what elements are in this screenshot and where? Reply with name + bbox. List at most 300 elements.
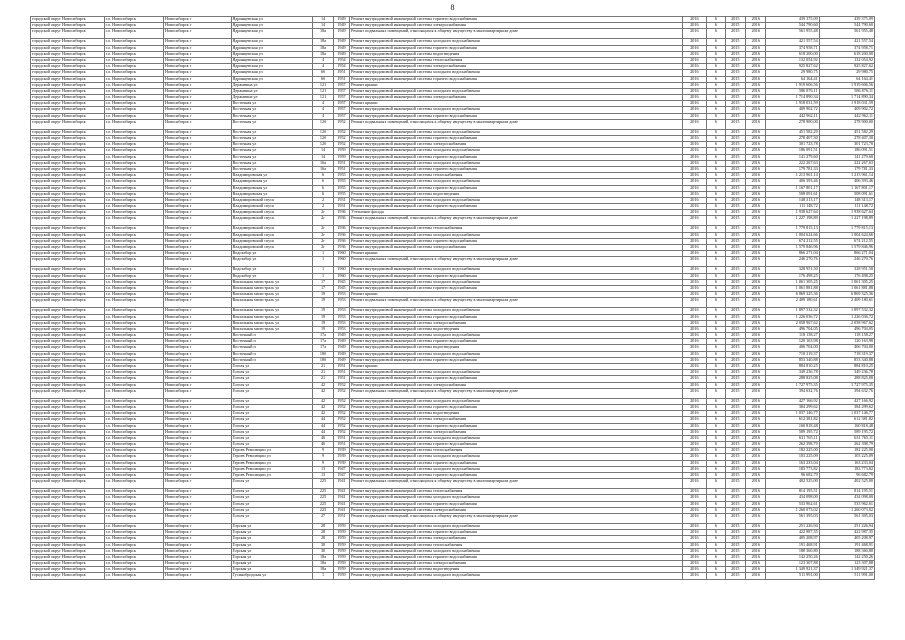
table-cell: 2016 bbox=[682, 473, 707, 479]
table-cell: городской округ Новосибирск bbox=[31, 292, 105, 298]
table-cell: 44 bbox=[313, 417, 333, 423]
table-cell: 222 267,63 bbox=[766, 160, 819, 166]
table-cell: 12б bbox=[313, 142, 333, 148]
table-cell: городской округ Новосибирск bbox=[31, 573, 105, 579]
table-cell: Ремонт внутридомовой инженерной системы электроснабжения bbox=[350, 417, 682, 423]
table-cell: Ремонт внутридомовой инженерной системы водоотведения bbox=[350, 567, 682, 573]
table-cell: Новосибирск г bbox=[163, 179, 231, 185]
table-cell: городской округ Новосибирск bbox=[31, 466, 105, 472]
table-cell: 544 790,60 bbox=[819, 23, 874, 29]
table-cell: 1955 bbox=[333, 173, 349, 179]
table-cell: Ремонт внутридомовой инженерной системы холодного водоснабжения bbox=[350, 107, 682, 113]
table-cell: Новосибирск г bbox=[163, 51, 231, 57]
table-cell: Вокзальная магистраль ул bbox=[231, 279, 313, 285]
table-cell: 2015 bbox=[725, 473, 745, 479]
table-cell: городской округ Новосибирск bbox=[31, 179, 105, 185]
table-cell: 2016 bbox=[682, 191, 707, 197]
table-cell: 2016 bbox=[746, 454, 766, 460]
table-cell: Новосибирск г bbox=[163, 507, 231, 513]
table-cell: г.о. Новосибирск bbox=[104, 364, 163, 370]
table-cell: г.о. Новосибирск bbox=[104, 216, 163, 226]
table-cell: Гоголя ул bbox=[231, 435, 313, 441]
table-cell: 2015 bbox=[725, 382, 745, 388]
table-cell: г.о. Новосибирск bbox=[104, 501, 163, 507]
table-cell: Горская ул bbox=[231, 542, 313, 548]
table-cell: 2016 bbox=[746, 466, 766, 472]
table-cell: г.о. Новосибирск bbox=[104, 404, 163, 410]
table-cell: 2016 bbox=[746, 460, 766, 466]
table-cell: 2г bbox=[313, 238, 333, 244]
table-cell: г.о. Новосибирск bbox=[104, 160, 163, 166]
table-cell: Владимировский спуск bbox=[231, 210, 313, 216]
table-cell: 2016 bbox=[746, 417, 766, 423]
table-cell: 17 bbox=[313, 279, 333, 285]
table-cell: 2015 bbox=[725, 357, 745, 363]
table-cell: 2015 bbox=[725, 64, 745, 70]
table-cell: 6 bbox=[707, 179, 725, 185]
table-cell: 1955 bbox=[333, 179, 349, 185]
table-cell: 2015 bbox=[725, 573, 745, 579]
table-cell: 2016 bbox=[682, 382, 707, 388]
table-cell: Героев Революции ул bbox=[231, 460, 313, 466]
table-cell: 1959 bbox=[333, 548, 349, 554]
table-cell: Ремонт внутридомовой инженерной системы горячего водоснабжения bbox=[350, 357, 682, 363]
table-cell: 262 398,79 bbox=[819, 442, 874, 448]
table-cell: 6 bbox=[707, 216, 725, 226]
table-cell: 2016 bbox=[682, 101, 707, 107]
table-cell: 120 163,98 bbox=[819, 339, 874, 345]
table-cell: 2015 bbox=[725, 298, 745, 308]
table-cell: 183 773,82 bbox=[819, 466, 874, 472]
table-cell: Новосибирск г bbox=[163, 473, 231, 479]
table-cell: 2016 bbox=[682, 466, 707, 472]
table-cell: Ядринцевская ул bbox=[231, 57, 313, 63]
table-cell: городской округ Новосибирск bbox=[31, 113, 105, 119]
table-cell: 2015 bbox=[725, 82, 745, 88]
table-cell: 6 869 325,36 bbox=[766, 292, 819, 298]
table-cell: 2015 bbox=[725, 398, 745, 404]
table-cell: Новосибирск г bbox=[163, 148, 231, 154]
table-cell: 561 395,03 bbox=[819, 513, 874, 523]
table-cell: Ремонт внутридомовой инженерной системы холодного водоснабжения bbox=[350, 523, 682, 529]
table-cell: 1957 bbox=[333, 107, 349, 113]
table-cell: 148 313,17 bbox=[766, 197, 819, 203]
table-cell: 2г bbox=[313, 210, 333, 216]
table-cell: 2016 bbox=[746, 160, 766, 166]
table-cell: городской округ Новосибирск bbox=[31, 435, 105, 441]
table-cell: 2016 bbox=[682, 113, 707, 119]
table-cell: городской округ Новосибирск bbox=[31, 148, 105, 154]
table-cell: Ремонт внутридомовой инженерной системы горячего водоснабжения bbox=[350, 442, 682, 448]
table-row bbox=[31, 257, 875, 267]
table-cell: 16а bbox=[313, 166, 333, 172]
table-cell: Ремонт внутридомовой инженерной системы электроснабжения bbox=[350, 23, 682, 29]
table-cell: Новосибирск г bbox=[163, 398, 231, 404]
table-cell: 18б bbox=[313, 357, 333, 363]
table-row bbox=[31, 298, 875, 308]
table-cell: 121 bbox=[313, 88, 333, 94]
table-cell: 2015 bbox=[725, 507, 745, 513]
table-cell: 2016 bbox=[682, 179, 707, 185]
table-cell: 2015 bbox=[725, 29, 745, 39]
table-cell: 2015 bbox=[725, 345, 745, 351]
table-cell: 533 962,61 bbox=[819, 501, 874, 507]
table-cell: Новосибирск г bbox=[163, 29, 231, 39]
table-cell: г.о. Новосибирск bbox=[104, 245, 163, 251]
table-cell: Ремонт внутридомовой инженерной системы водоотведения bbox=[350, 411, 682, 417]
table-cell: городской округ Новосибирск bbox=[31, 542, 105, 548]
table-cell: 2015 bbox=[725, 17, 745, 23]
table-cell: 1 167 801,17 bbox=[819, 185, 874, 191]
table-cell: 2016 bbox=[746, 173, 766, 179]
table-cell: 1931 bbox=[333, 197, 349, 203]
table-cell: городской округ Новосибирск bbox=[31, 398, 105, 404]
table-cell: г.о. Новосибирск bbox=[104, 191, 163, 197]
table-cell: 6 bbox=[313, 185, 333, 191]
table-cell: 6 bbox=[707, 429, 725, 435]
table-cell: Новосибирск г bbox=[163, 119, 231, 129]
table-cell: 612 381,82 bbox=[766, 417, 819, 423]
table-cell: 6 bbox=[707, 308, 725, 314]
table-cell: 17а bbox=[313, 339, 333, 345]
table-cell: 18а bbox=[313, 45, 333, 51]
table-cell: Ремонт внутридомовой инженерной системы холодного водоснабжения bbox=[350, 573, 682, 579]
table-cell: Новосибирск г bbox=[163, 166, 231, 172]
table-cell: 1 779 815,13 bbox=[819, 226, 874, 232]
table-cell: 853 340,88 bbox=[766, 357, 819, 363]
table-cell: Восточная ул bbox=[231, 160, 313, 166]
table-cell: Гоголя ул bbox=[231, 417, 313, 423]
table-cell: г.о. Новосибирск bbox=[104, 197, 163, 203]
table-cell: Ремонт внутридомовой инженерной системы холодного водоснабжения bbox=[350, 70, 682, 76]
repair-program-table bbox=[30, 16, 875, 580]
table-cell: 2015 bbox=[725, 226, 745, 232]
table-cell: г.о. Новосибирск bbox=[104, 513, 163, 523]
table-cell: 718 319,37 bbox=[819, 351, 874, 357]
table-cell: 1936 bbox=[333, 216, 349, 226]
table-cell: 1959 bbox=[333, 542, 349, 548]
table-cell: 251 226,94 bbox=[819, 523, 874, 529]
table-cell: Восточная ул bbox=[231, 107, 313, 113]
table-cell: Гоголя ул bbox=[231, 388, 313, 398]
table-cell: Гусинобродская ул bbox=[231, 573, 313, 579]
table-cell: 2016 bbox=[746, 179, 766, 185]
table-cell: 1 213 961,14 bbox=[819, 173, 874, 179]
table-cell: 2016 bbox=[682, 326, 707, 332]
table-cell: Вокзальная магистраль ул bbox=[231, 308, 313, 314]
table-cell: 30 bbox=[313, 548, 333, 554]
table-cell: 6 bbox=[707, 76, 725, 82]
table-cell: Новосибирск г bbox=[163, 454, 231, 460]
table-cell: Ремонт внутридомовой инженерной системы холодного водоснабжения bbox=[350, 148, 682, 154]
table-cell: 2016 bbox=[746, 308, 766, 314]
table-cell: 1 579 846,96 bbox=[766, 245, 819, 251]
table-cell: 27 bbox=[313, 513, 333, 523]
table-cell: 2016 bbox=[746, 267, 766, 273]
table-cell: 6 bbox=[707, 513, 725, 523]
table-cell: Новосибирск г bbox=[163, 370, 231, 376]
table-cell: 1955 bbox=[333, 191, 349, 197]
table-cell: 2016 bbox=[682, 339, 707, 345]
table-cell: городской округ Новосибирск bbox=[31, 267, 105, 273]
table-cell: 1960 bbox=[333, 251, 349, 257]
table-cell: Ремонт внутридомовой инженерной системы холодного водоснабжения bbox=[350, 548, 682, 554]
table-cell: 44 bbox=[313, 429, 333, 435]
table-cell: г.о. Новосибирск bbox=[104, 554, 163, 560]
table-cell: 2015 bbox=[725, 57, 745, 63]
table-cell: Ремонт внутридомовой инженерной системы горячего водоснабжения bbox=[350, 45, 682, 51]
table-cell: 6 bbox=[707, 101, 725, 107]
table-cell: 6б bbox=[313, 76, 333, 82]
table-cell: 4 bbox=[313, 101, 333, 107]
table-cell: городской округ Новосибирск bbox=[31, 142, 105, 148]
table-cell: 561 955,48 bbox=[766, 29, 819, 39]
table-cell: Восточная ул bbox=[231, 113, 313, 119]
table-cell: 1 004 624,66 bbox=[819, 232, 874, 238]
table-cell: Ремонт внутридомовой инженерной системы горячего водоснабжения bbox=[350, 460, 682, 466]
table-cell: 2г bbox=[313, 245, 333, 251]
table-cell: 2015 bbox=[725, 513, 745, 523]
table-cell: Новосибирск г bbox=[163, 542, 231, 548]
table-cell: 2015 bbox=[725, 326, 745, 332]
table-cell: 2016 bbox=[682, 314, 707, 320]
table-cell: Ремонт внутридомовой инженерной системы электроснабжения bbox=[350, 429, 682, 435]
table-cell: городской округ Новосибирск bbox=[31, 473, 105, 479]
table-cell: Новосибирск г bbox=[163, 351, 231, 357]
table-cell: 6 bbox=[707, 23, 725, 29]
table-cell: Новосибирск г bbox=[163, 567, 231, 573]
table-cell: Новосибирск г bbox=[163, 495, 231, 501]
table-cell: Ядринцевская ул bbox=[231, 29, 313, 39]
table-cell: 42 bbox=[313, 388, 333, 398]
table-cell: 2016 bbox=[682, 448, 707, 454]
table-cell: Ремонт внутридомовой инженерной системы электроснабжения bbox=[350, 382, 682, 388]
table-cell: 853 340,88 bbox=[819, 357, 874, 363]
table-cell: Державина ул bbox=[231, 82, 313, 88]
table-cell: городской округ Новосибирск bbox=[31, 107, 105, 113]
table-cell: 586 876,11 bbox=[819, 88, 874, 94]
table-cell: городской округ Новосибирск bbox=[31, 495, 105, 501]
table-cell: 2015 bbox=[725, 567, 745, 573]
table-cell: г.о. Новосибирск bbox=[104, 345, 163, 351]
table-cell: Новосибирск г bbox=[163, 57, 231, 63]
table-cell: 2016 bbox=[746, 561, 766, 567]
table-cell: 2016 bbox=[682, 251, 707, 257]
table-cell: 64 164,41 bbox=[819, 76, 874, 82]
table-cell: 44 bbox=[313, 423, 333, 429]
table-cell: 132 054,92 bbox=[819, 57, 874, 63]
table-cell: Новосибирск г bbox=[163, 429, 231, 435]
table-cell: 2016 bbox=[746, 245, 766, 251]
table-cell: 2016 bbox=[682, 298, 707, 308]
table-cell: 1953 bbox=[333, 326, 349, 332]
table-cell: 225 bbox=[313, 495, 333, 501]
table-cell: 2016 bbox=[746, 166, 766, 172]
table-cell: 2015 bbox=[725, 136, 745, 142]
table-cell: 2016 bbox=[746, 333, 766, 339]
table-cell: 121 bbox=[313, 82, 333, 88]
table-cell: 2015 bbox=[725, 119, 745, 129]
table-cell: 1952 bbox=[333, 129, 349, 135]
table-cell: 2016 bbox=[682, 185, 707, 191]
table-cell: Ремонт внутридомовой инженерной системы холодного водоснабжения bbox=[350, 308, 682, 314]
table-cell: 12б bbox=[313, 129, 333, 135]
table-cell: 64 164,41 bbox=[766, 76, 819, 82]
table-cell: 2015 bbox=[725, 129, 745, 135]
table-cell: 1 061 881,88 bbox=[766, 285, 819, 291]
table-cell: 6 bbox=[707, 448, 725, 454]
table-cell: городской округ Новосибирск bbox=[31, 166, 105, 172]
table-cell: Новосибирск г bbox=[163, 501, 231, 507]
table-cell: городской округ Новосибирск bbox=[31, 76, 105, 82]
table-cell: 191 468,91 bbox=[819, 542, 874, 548]
table-cell: 2016 bbox=[746, 567, 766, 573]
table-cell: 451 582,29 bbox=[819, 129, 874, 135]
table-cell: 14 bbox=[313, 17, 333, 23]
table-cell: г.о. Новосибирск bbox=[104, 530, 163, 536]
table-cell: 1 918 031,59 bbox=[766, 101, 819, 107]
table-cell: городской округ Новосибирск bbox=[31, 45, 105, 51]
table-cell: 2016 bbox=[682, 273, 707, 279]
table-cell: 2016 bbox=[682, 388, 707, 398]
table-cell: 2г bbox=[313, 216, 333, 226]
table-cell: 1 227 198,89 bbox=[819, 216, 874, 226]
table-cell: 2016 bbox=[746, 136, 766, 142]
table-cell: 18а bbox=[313, 51, 333, 57]
table-cell: 1931 bbox=[333, 204, 349, 210]
table-cell: г.о. Новосибирск bbox=[104, 23, 163, 29]
table-cell: 2016 bbox=[746, 495, 766, 501]
table-cell: 1953 bbox=[333, 292, 349, 298]
table-cell: городской округ Новосибирск bbox=[31, 23, 105, 29]
table-cell: г.о. Новосибирск bbox=[104, 376, 163, 382]
table-cell: 2016 bbox=[682, 513, 707, 523]
page-number: 8 bbox=[450, 3, 455, 12]
table-cell: 409 902,72 bbox=[766, 107, 819, 113]
table-cell: 6 bbox=[707, 113, 725, 119]
table-cell: 19 bbox=[313, 314, 333, 320]
table-cell: 2015 bbox=[725, 70, 745, 76]
table-cell: 1 213 961,14 bbox=[766, 173, 819, 179]
table-cell: Новосибирск г bbox=[163, 82, 231, 88]
table-cell: 1939 bbox=[333, 454, 349, 460]
table-cell: 1939 bbox=[333, 460, 349, 466]
table-cell: Ремонт подвальных помещений, относящихся к общему имуществу в многоквартирном доме bbox=[350, 479, 682, 489]
table-cell: 2016 bbox=[682, 154, 707, 160]
table-cell: 394 632,76 bbox=[819, 388, 874, 398]
table-cell: 2015 bbox=[725, 257, 745, 267]
table-cell: городской округ Новосибирск bbox=[31, 501, 105, 507]
table-cell: Владимировская ул bbox=[231, 191, 313, 197]
table-row bbox=[31, 513, 875, 523]
table-cell: 1951 bbox=[333, 513, 349, 523]
table-cell: 2016 bbox=[746, 191, 766, 197]
table-cell: Ремонт внутридомовой инженерной системы холодного водоснабжения bbox=[350, 129, 682, 135]
table-cell: 42 bbox=[313, 382, 333, 388]
table-cell: 1 897 532,32 bbox=[766, 308, 819, 314]
table-cell: Ремонт внутридомовой инженерной системы холодного водоснабжения bbox=[350, 435, 682, 441]
table-cell: г.о. Новосибирск bbox=[104, 107, 163, 113]
table-cell: 2016 bbox=[682, 107, 707, 113]
table-cell: 2016 bbox=[746, 95, 766, 101]
table-cell: Ремонт крыши bbox=[350, 364, 682, 370]
table-cell: 586 876,11 bbox=[766, 88, 819, 94]
table-cell: 1941 bbox=[333, 495, 349, 501]
table-cell: 6 bbox=[707, 398, 725, 404]
table-cell: 2016 bbox=[682, 88, 707, 94]
table-cell: Владимировская ул bbox=[231, 179, 313, 185]
table-cell: 2016 bbox=[682, 345, 707, 351]
table-cell: 6 bbox=[313, 191, 333, 197]
table-cell: 6 bbox=[707, 232, 725, 238]
table-cell: 2016 bbox=[746, 210, 766, 216]
table-cell: 1 714 890,34 bbox=[819, 95, 874, 101]
table-cell: Гоголя ул bbox=[231, 501, 313, 507]
table-cell: 1953 bbox=[333, 320, 349, 326]
table-cell: Ремонт внутридомовой инженерной системы теплоснабжения bbox=[350, 57, 682, 63]
table-cell: 111 148,72 bbox=[766, 204, 819, 210]
table-cell: 2015 bbox=[725, 466, 745, 472]
table-cell: 19 bbox=[313, 298, 333, 308]
table-cell: 225 bbox=[313, 507, 333, 513]
table-cell: 631 765,11 bbox=[766, 435, 819, 441]
table-cell: городской округ Новосибирск bbox=[31, 523, 105, 529]
table-cell: 1945 bbox=[333, 285, 349, 291]
table-cell: Новосибирск г bbox=[163, 39, 231, 45]
table-cell: 4 bbox=[313, 64, 333, 70]
table-cell: Новосибирск г bbox=[163, 173, 231, 179]
table-cell: 2016 bbox=[682, 29, 707, 39]
table-cell: Гоголя ул bbox=[231, 364, 313, 370]
table-cell: городской округ Новосибирск bbox=[31, 411, 105, 417]
table-row bbox=[31, 479, 875, 489]
table-cell: Гоголя ул bbox=[231, 423, 313, 429]
table-cell: 439 375,09 bbox=[766, 17, 819, 23]
table-cell: 2016 bbox=[746, 82, 766, 88]
table-cell: Гоголя ул bbox=[231, 513, 313, 523]
table-cell: 2016 bbox=[682, 429, 707, 435]
table-cell: г.о. Новосибирск bbox=[104, 113, 163, 119]
table-cell: 6 bbox=[707, 364, 725, 370]
table-cell: 2016 bbox=[746, 101, 766, 107]
table-cell: Ядринцевская ул bbox=[231, 64, 313, 70]
table-cell: 814 195,51 bbox=[819, 489, 874, 495]
table-cell: г.о. Новосибирск bbox=[104, 82, 163, 88]
table-cell: 1941 bbox=[333, 501, 349, 507]
table-cell: 2016 bbox=[746, 382, 766, 388]
table-cell: Гоголя ул bbox=[231, 507, 313, 513]
table-cell: 2016 bbox=[746, 398, 766, 404]
table-cell: г.о. Новосибирск bbox=[104, 548, 163, 554]
table-cell: Новосибирск г bbox=[163, 523, 231, 529]
table-cell: городской округ Новосибирск bbox=[31, 245, 105, 251]
table-cell: 2016 bbox=[746, 404, 766, 410]
table-cell: Новосибирск г bbox=[163, 216, 231, 226]
table-cell: 421 557,54 bbox=[766, 39, 819, 45]
table-cell: Гоголя ул bbox=[231, 382, 313, 388]
table-cell: г.о. Новосибирск bbox=[104, 442, 163, 448]
table-cell: 2016 bbox=[746, 345, 766, 351]
table-cell: городской округ Новосибирск bbox=[31, 197, 105, 203]
table-cell: 422 987,35 bbox=[819, 530, 874, 536]
table-cell: г.о. Новосибирск bbox=[104, 39, 163, 45]
table-cell: 6 bbox=[707, 160, 725, 166]
table-cell: 2016 bbox=[682, 357, 707, 363]
table-cell: 1949 bbox=[333, 357, 349, 363]
table-cell: 6 bbox=[707, 204, 725, 210]
table-cell: 6 bbox=[707, 370, 725, 376]
table-cell: 6 bbox=[707, 238, 725, 244]
